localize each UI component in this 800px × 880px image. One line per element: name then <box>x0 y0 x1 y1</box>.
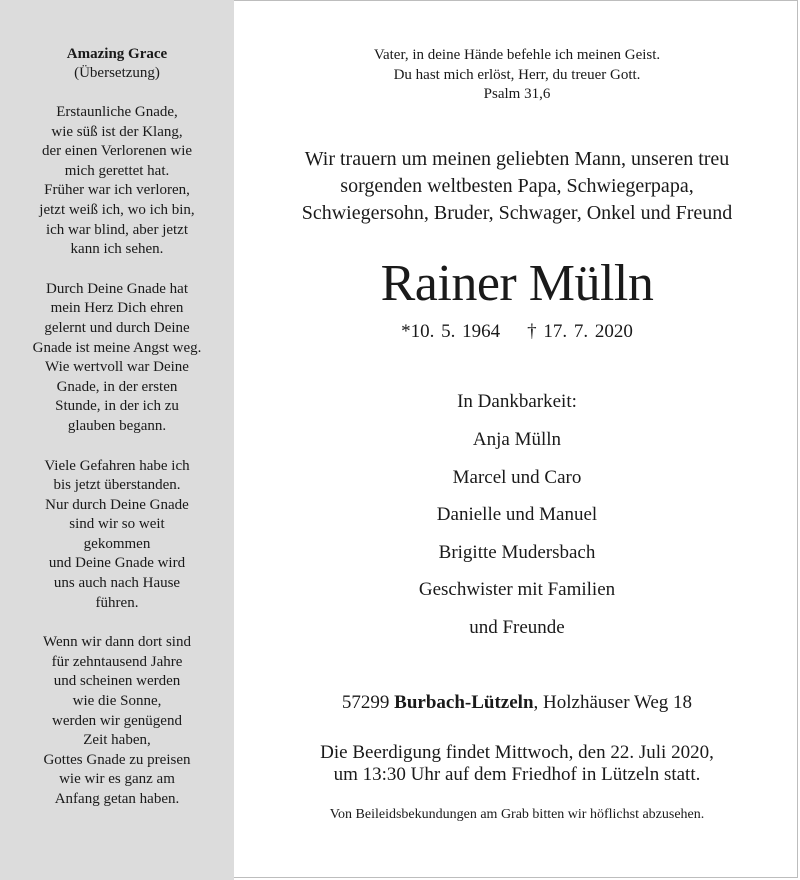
bible-verse <box>234 46 800 105</box>
poem-line: ich war blind, aber jetzt <box>45 221 189 238</box>
verse-line: Vater, in deine Hände befehle ich meinen Geist. <box>373 47 661 63</box>
poem-line: wie süß ist der Klang, <box>51 123 183 140</box>
mourner: Anja Mülln <box>472 429 562 450</box>
mourning-line: Schwiegersohn, Bruder, Schwager, Onkel und Freund <box>301 202 733 224</box>
poem-block <box>0 45 234 810</box>
poem-line: der einen Verlorenen wie <box>41 143 193 160</box>
poem-line: Wenn wir dann dort sind <box>43 634 191 651</box>
poem-title: Amazing Grace <box>66 46 168 62</box>
poem-subtitle: (Übersetzung) <box>74 65 160 81</box>
poem-line: Wie wertvoll war Deine <box>45 359 189 376</box>
birth-date: *10. 5. 1964 <box>401 321 501 342</box>
poem-stanza <box>0 103 234 260</box>
poem-line: Gottes Gnade zu preisen <box>43 751 191 768</box>
poem-line: und Deine Gnade wird <box>48 555 186 572</box>
mourners-list <box>234 428 800 654</box>
poem-line: jetzt weiß ich, wo ich bin, <box>39 201 195 218</box>
verse-line: Du hast mich erlöst, Herr, du treuer Gott. <box>393 66 641 83</box>
funeral-line: um 13:30 Uhr auf dem Friedhof in Lützeln statt. <box>333 764 701 785</box>
poem-line: Durch Deine Gnade hat <box>45 280 189 297</box>
death-date: † 17. 7. 2020 <box>527 321 633 342</box>
poem-line: bis jetzt überstanden. <box>53 477 181 494</box>
poem-line: Nur durch Deine Gnade <box>45 496 189 513</box>
poem-line: sind wir so weit <box>69 516 165 533</box>
mourner: Danielle und Manuel <box>436 504 598 526</box>
poem-line: Gnade, in der ersten <box>56 378 178 395</box>
poem-line: wie die Sonne, <box>72 693 162 710</box>
poem-line: werden wir genügend <box>52 712 182 729</box>
town: Burbach-Lützeln <box>394 692 534 713</box>
poem-line: gelernt und durch Deine <box>44 319 190 336</box>
poem-stanza <box>0 633 234 809</box>
life-dates <box>234 320 800 344</box>
street: , Holzhäuser Weg 18 <box>533 692 693 713</box>
obituary-main <box>234 0 800 880</box>
thanks-heading: In Dankbarkeit: <box>457 391 577 412</box>
poem-stanza <box>0 280 234 437</box>
poem-line: Zeit haben, <box>83 732 151 749</box>
poem-line: mich gerettet hat. <box>64 162 170 179</box>
poem-line: wie wir es ganz am <box>59 771 175 788</box>
funeral-info <box>234 742 800 786</box>
mourning-line: Wir trauern um meinen geliebten Mann, unseren treu <box>304 148 730 170</box>
funeral-line: Die Beerdigung findet Mittwoch, den 22. Juli 2020, <box>320 742 714 763</box>
mourning-text <box>234 146 800 227</box>
poem-line: Früher war ich verloren, <box>44 182 190 199</box>
mourner: Geschwister mit Familien <box>418 579 616 601</box>
poem-line: Gnade ist meine Angst weg. <box>32 339 202 356</box>
verse-reference: Psalm 31,6 <box>483 86 551 102</box>
poem-line: Viele Gefahren habe ich <box>44 457 190 474</box>
poem-line: glauben begann. <box>67 417 167 434</box>
poem-stanza <box>0 457 234 614</box>
poem-line: uns auch nach Hause <box>53 575 181 592</box>
poem-line: Erstaunliche Gnade, <box>56 104 178 120</box>
poem-line: gekommen <box>83 535 151 552</box>
poem-line: kann ich sehen. <box>70 241 164 258</box>
mourning-line: sorgenden weltbesten Papa, Schwiegerpapa, <box>340 175 694 197</box>
sidebar-poem <box>0 0 234 880</box>
mourner: und Freunde <box>469 616 565 638</box>
deceased-name: Rainer Mülln <box>380 255 654 312</box>
family-address <box>234 691 800 715</box>
mourner: Brigitte Mudersbach <box>438 541 596 563</box>
poem-line: Anfang getan haben. <box>54 791 180 807</box>
poem-line: Stunde, in der ich zu <box>55 398 179 415</box>
poem-line: führen. <box>95 594 139 611</box>
poem-line: für zehntausend Jahre <box>51 653 183 670</box>
postal-code: 57299 <box>341 692 390 713</box>
condolence-note: Von Beileidsbekundungen am Grab bitten wir höflichst abzusehen. <box>329 807 705 822</box>
poem-line: mein Herz Dich ehren <box>50 300 184 317</box>
poem-line: und scheinen werden <box>53 673 181 690</box>
mourner: Marcel und Caro <box>452 466 582 488</box>
